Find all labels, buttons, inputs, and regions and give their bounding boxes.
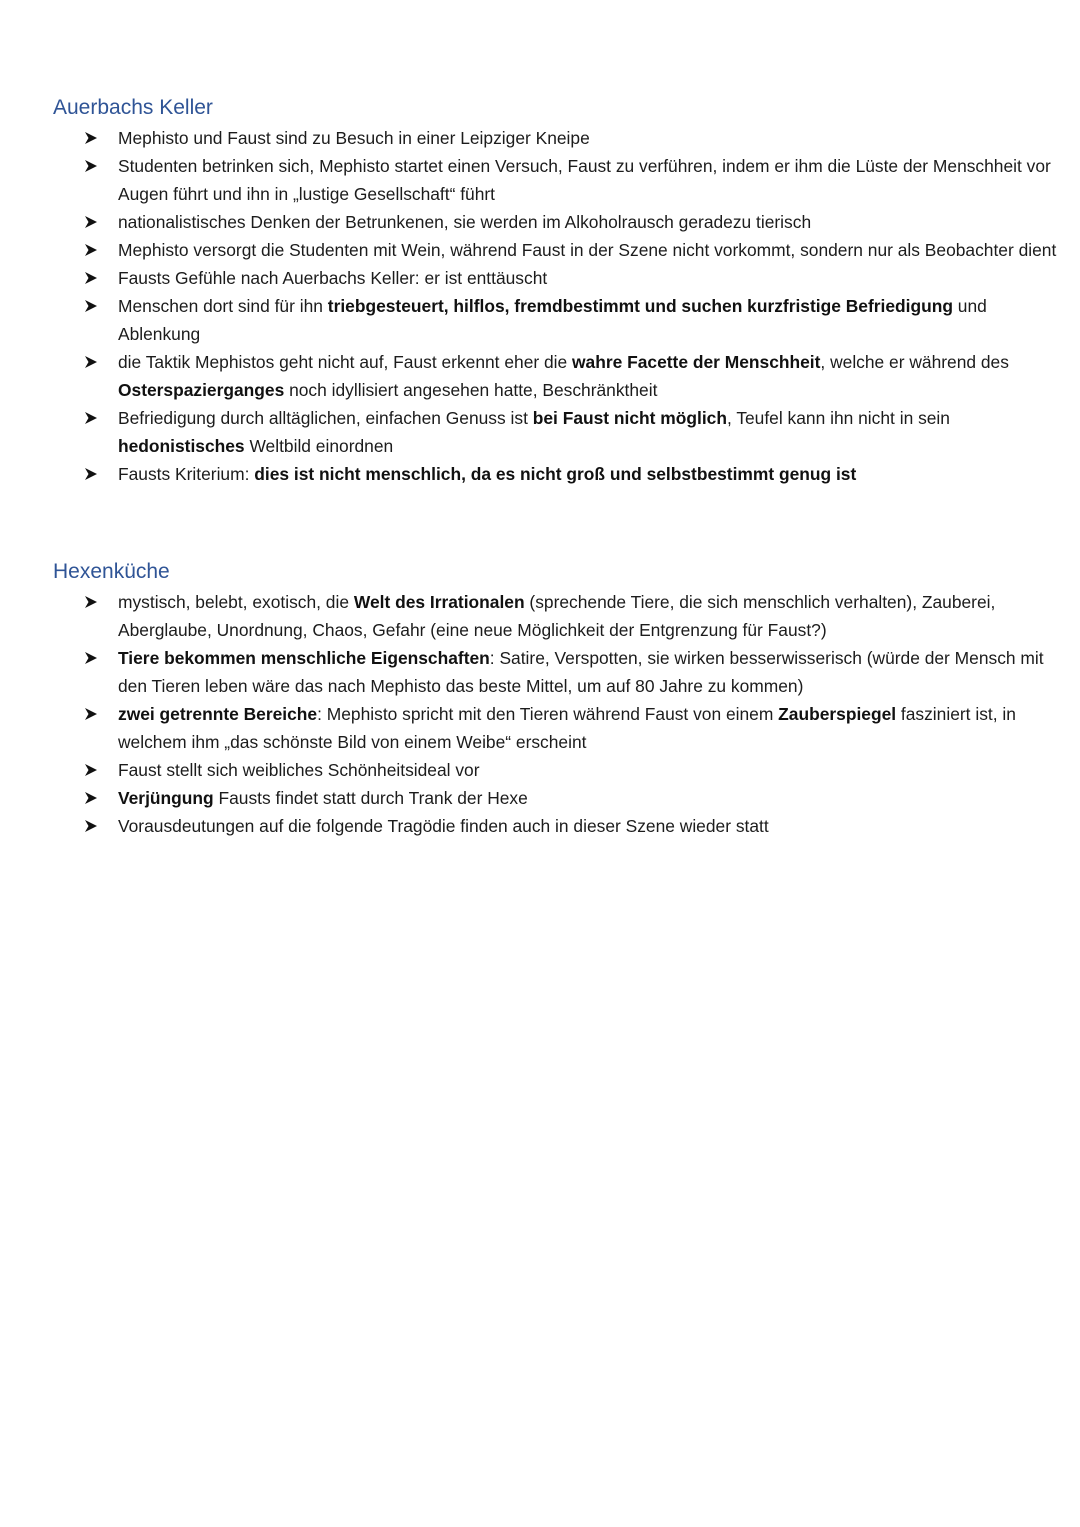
list-item <box>53 292 1063 348</box>
list-item <box>53 348 1063 404</box>
list-item <box>53 236 1063 264</box>
text-run: nationalistisches Denken der Betrunkenen, sie werden im Alkoholrausch geradezu tierisch <box>118 212 812 232</box>
list-item <box>53 700 1063 756</box>
list-item <box>53 588 1063 644</box>
text-run: mystisch, belebt, exotisch, die <box>118 592 354 612</box>
list-item <box>53 404 1063 460</box>
bold-text: triebgesteuert, hilflos, fremdbestimmt und suchen kurzfristige Befriedigung <box>327 296 953 316</box>
bullet-list <box>53 124 1063 488</box>
arrow-bullet-icon <box>84 271 98 285</box>
bold-text: dies ist nicht menschlich, da es nicht groß und selbstbestimmt genug ist <box>254 464 857 484</box>
text-run: , Teufel kann ihn nicht in sein <box>726 408 950 428</box>
arrow-bullet-icon <box>84 299 98 313</box>
arrow-bullet-icon <box>84 791 98 805</box>
bold-text: hedonistisches <box>118 436 245 456</box>
text-run: : Mephisto spricht mit den Tieren während Faust von einem <box>317 704 779 724</box>
text-run: , welche er während des <box>820 352 1009 372</box>
bold-text: Osterspazierganges <box>118 380 285 400</box>
list-item <box>53 208 1063 236</box>
arrow-bullet-icon <box>84 819 98 833</box>
bold-text: bei Faust nicht möglich <box>532 408 727 428</box>
text-run: die Taktik Mephistos geht nicht auf, Faust erkennt eher die <box>118 352 573 372</box>
list-item <box>53 812 1063 840</box>
section-heading: Hexenküche <box>53 560 170 583</box>
text-run: Weltbild einordnen <box>244 436 394 456</box>
list-item <box>53 152 1063 208</box>
text-run: fasziniert ist, in welchem ihm „das schönste Bild von einem Weibe“ erscheint <box>118 704 1016 752</box>
arrow-bullet-icon <box>84 131 98 145</box>
text-run: und Ablenkung <box>118 296 987 344</box>
text-run: Mephisto versorgt die Studenten mit Wein, während Faust in der Szene nicht vorkommt, sondern nur als Beobachter dient <box>118 240 1057 260</box>
list-item <box>53 460 1063 488</box>
section-heading: Auerbachs Keller <box>53 96 213 119</box>
text-run: Fausts Gefühle nach Auerbachs Keller: er ist enttäuscht <box>118 268 548 288</box>
text-run: Fausts findet statt durch Trank der Hexe <box>213 788 528 808</box>
list-item <box>53 756 1063 784</box>
bold-text: wahre Facette der Menschheit <box>572 352 821 372</box>
arrow-bullet-icon <box>84 243 98 257</box>
arrow-bullet-icon <box>84 651 98 665</box>
text-run: Mephisto und Faust sind zu Besuch in einer Leipziger Kneipe <box>118 128 590 148</box>
list-item <box>53 784 1063 812</box>
section-auerbachs-keller <box>53 94 1063 488</box>
section-hexenkueche <box>53 558 1063 840</box>
text-run: Befriedigung durch alltäglichen, einfachen Genuss ist <box>118 408 533 428</box>
arrow-bullet-icon <box>84 707 98 721</box>
arrow-bullet-icon <box>84 467 98 481</box>
arrow-bullet-icon <box>84 411 98 425</box>
list-item <box>53 124 1063 152</box>
bullet-list <box>53 588 1063 840</box>
arrow-bullet-icon <box>84 215 98 229</box>
text-run: : Satire, Verspotten, sie wirken besserwisserisch (würde der Mensch mit den Tieren leben wäre das nach Mephisto das beste Mittel, um auf 80 Jahre zu kommen) <box>118 648 1044 696</box>
text-run: Studenten betrinken sich, Mephisto startet einen Versuch, Faust zu verführen, indem er ihm die Lüste der Menschheit vor Augen führt und ihn in „lustige Gesellschaft“ führt <box>118 156 1051 204</box>
bold-text: Welt des Irrationalen <box>353 592 525 612</box>
bold-text: Tiere bekommen menschliche Eigenschaften <box>118 648 490 668</box>
text-run: (sprechende Tiere, die sich menschlich verhalten), Zauberei, Aberglaube, Unordnung, Chaos, Gefahr (eine neue Möglichkeit der Entgrenzung für Faust?) <box>118 592 996 640</box>
arrow-bullet-icon <box>84 595 98 609</box>
text-run: Vorausdeutungen auf die folgende Tragödie finden auch in dieser Szene wieder statt <box>118 816 769 836</box>
arrow-bullet-icon <box>84 763 98 777</box>
list-item <box>53 644 1063 700</box>
bold-text: Verjüngung <box>118 788 214 808</box>
text-run: Menschen dort sind für ihn <box>118 296 328 316</box>
text-run: Faust stellt sich weibliches Schönheitsideal vor <box>118 760 480 780</box>
list-item <box>53 264 1063 292</box>
text-run: noch idyllisiert angesehen hatte, Beschränktheit <box>284 380 658 400</box>
bold-text: zwei getrennte Bereiche <box>118 704 318 724</box>
bold-text: Zauberspiegel <box>778 704 897 724</box>
arrow-bullet-icon <box>84 355 98 369</box>
text-run: Fausts Kriterium: <box>118 464 255 484</box>
arrow-bullet-icon <box>84 159 98 173</box>
